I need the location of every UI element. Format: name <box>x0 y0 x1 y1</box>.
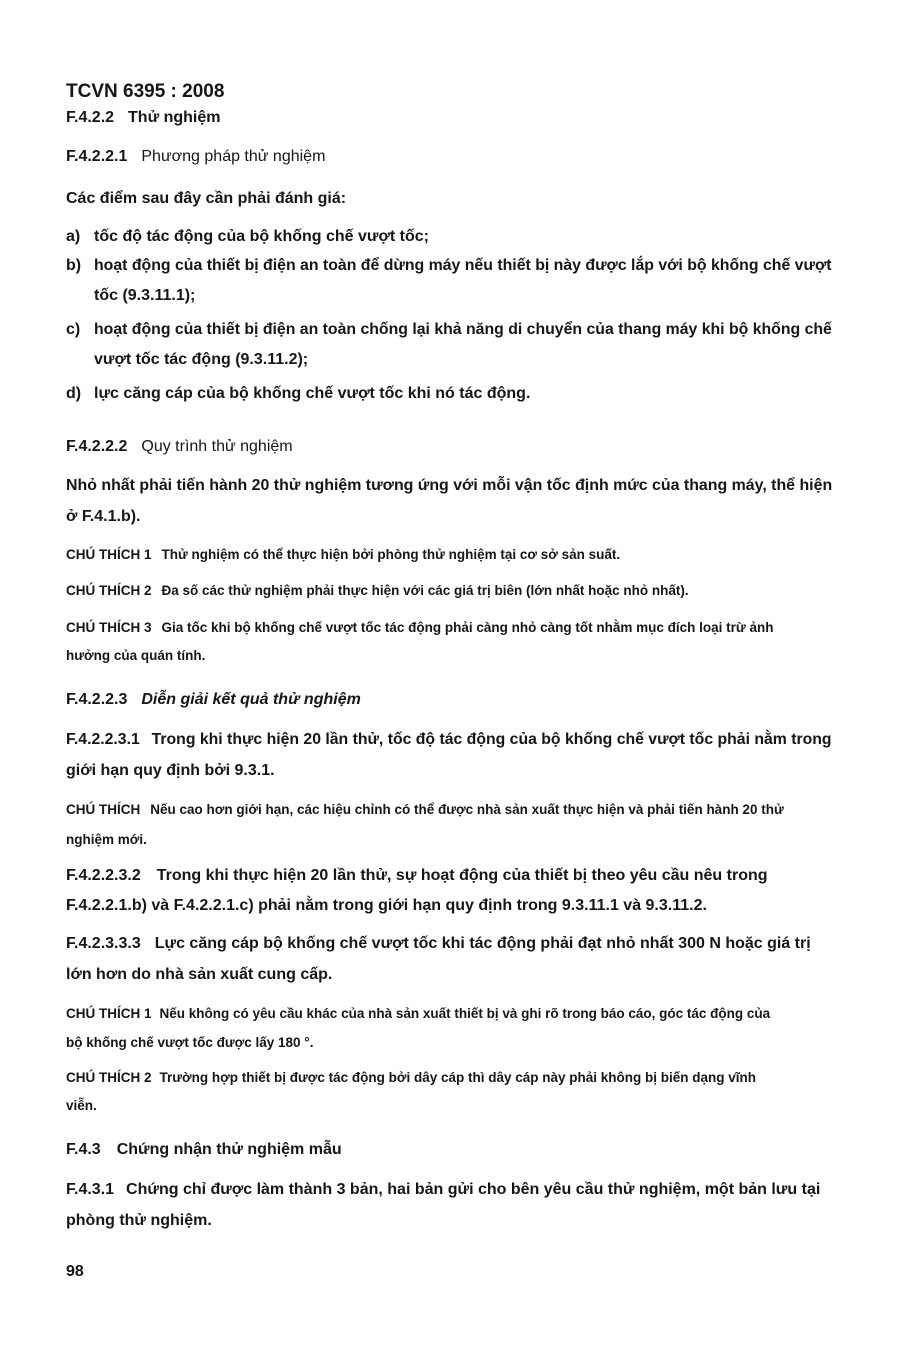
note-text: Trường hợp thiết bị được tác động bởi dây cáp thì dây cáp này phải không bị biến dạng vĩnh <box>159 1070 757 1085</box>
note-text: Gia tốc khi bộ khống chế vượt tốc tác động phải càng nhỏ càng tốt nhằm mục đích loại trừ ảnh <box>161 620 774 635</box>
section-number: F.4.2.2.1 <box>66 148 128 165</box>
paragraph-text: giới hạn quy định bởi 9.3.1. <box>66 762 275 779</box>
list-marker: d) <box>66 385 82 402</box>
note-label: CHÚ THÍCH <box>66 802 141 817</box>
section-number: F.4.2.3.3.3 <box>66 935 141 952</box>
paragraph-line: Chứng chỉ được làm thành 3 bản, hai bản gửi cho bên yêu cầu thử nghiệm, một bản lưu tại <box>126 1181 821 1198</box>
section-title: Phương pháp thử nghiệm <box>141 148 326 165</box>
paragraph-line: Trong khi thực hiện 20 lần thử, sự hoạt động của thiết bị theo yêu cầu nêu trong <box>156 867 768 884</box>
note <box>66 618 773 638</box>
intro-text: Các điểm sau đây cần phải đánh giá: <box>66 190 347 207</box>
paragraph-text: ở F.4.1.b). <box>66 508 141 525</box>
section-number: F.4.2.2.3 <box>66 691 128 708</box>
section-title: Quy trình thử nghiệm <box>141 438 293 455</box>
section-title: Chứng nhận thử nghiệm mẫu <box>116 1141 342 1158</box>
list-marker: c) <box>66 321 81 338</box>
list-item-text: lực căng cáp của bộ khống chế vượt tốc khi nó tác động. <box>94 385 531 402</box>
paragraph-text <box>66 934 811 954</box>
note-label: CHÚ THÍCH 2 <box>66 583 152 598</box>
note <box>66 545 620 565</box>
note-text: hưởng của quán tính. <box>66 648 206 663</box>
list-item-text: hoạt động của thiết bị điện an toàn để dừng máy nếu thiết bị này được lắp với bộ khống chế vượt <box>94 257 832 274</box>
note-text: bộ khống chế vượt tốc được lấy 180 °. <box>66 1035 314 1050</box>
note-text: Nếu cao hơn giới hạn, các hiệu chỉnh có thể được nhà sản xuất thực hiện và phải tiến hành 20 thử <box>150 802 784 817</box>
paragraph-line: Trong khi thực hiện 20 lần thử, tốc độ tác động của bộ khống chế vượt tốc phải nằm trong <box>151 731 832 748</box>
list-marker: a) <box>66 228 81 245</box>
note-label: CHÚ THÍCH 1 <box>66 547 152 562</box>
section-number: F.4.2.2.3.1 <box>66 731 140 748</box>
paragraph-text: phòng thử nghiệm. <box>66 1212 212 1229</box>
paragraph-text <box>66 1180 820 1200</box>
note <box>66 581 689 601</box>
paragraph-text <box>66 866 768 886</box>
standard-header: TCVN 6395 : 2008 <box>66 81 225 102</box>
list-item-text: tốc độ tác động của bộ khống chế vượt tốc; <box>94 228 429 245</box>
section-number: F.4.3.1 <box>66 1181 115 1198</box>
section-number: F.4.2.2.2 <box>66 438 128 455</box>
note-text: Nếu không có yêu cầu khác của nhà sản xuất thiết bị và ghi rõ trong báo cáo, góc tác động của <box>159 1006 771 1021</box>
paragraph-text: F.4.2.2.1.b) và F.4.2.2.1.c) phải nằm trong giới hạn quy định trong 9.3.11.1 và 9.3.11.2. <box>66 897 707 914</box>
section-title: Diễn giải kết quả thử nghiệm <box>141 691 361 708</box>
note-text: nghiệm mới. <box>66 832 147 847</box>
section-number: F.4.2.2.3.2 <box>66 867 141 884</box>
paragraph-text: lớn hơn do nhà sản xuất cung cấp. <box>66 966 333 983</box>
note <box>66 800 784 820</box>
note <box>66 1004 770 1024</box>
subsection-heading <box>66 690 361 710</box>
note-text: Thử nghiệm có thể thực hiện bởi phòng thử nghiệm tại cơ sở sản suất. <box>161 547 621 562</box>
note-label: CHÚ THÍCH 2 <box>66 1070 152 1085</box>
page-number: 98 <box>66 1263 84 1280</box>
list-marker: b) <box>66 257 82 274</box>
list-item-text: tốc (9.3.11.1); <box>94 287 196 304</box>
subsection-heading <box>66 147 325 167</box>
paragraph-text <box>66 730 832 750</box>
note <box>66 1068 756 1088</box>
list-item-text: hoạt động của thiết bị điện an toàn chống lại khả năng di chuyển của thang máy khi bộ khống chế <box>94 321 832 338</box>
paragraph-line: Lực căng cáp bộ khống chế vượt tốc khi tác động phải đạt nhỏ nhất 300 N hoặc giá trị <box>154 935 811 952</box>
list-item-text: vượt tốc tác động (9.3.11.2); <box>94 351 309 368</box>
section-heading <box>66 108 221 128</box>
section-number: F.4.2.2 <box>66 109 115 126</box>
section-heading <box>66 1140 342 1160</box>
section-title: Thử nghiệm <box>128 109 221 126</box>
note-label: CHÚ THÍCH 1 <box>66 1006 152 1021</box>
subsection-heading <box>66 437 293 457</box>
note-text: Đa số các thử nghiệm phải thực hiện với các giá trị biên (lớn nhất hoặc nhỏ nhất). <box>161 583 689 598</box>
note-text: viễn. <box>66 1098 97 1113</box>
section-number: F.4.3 <box>66 1141 101 1158</box>
paragraph-text: Nhỏ nhất phải tiến hành 20 thử nghiệm tương ứng với mỗi vận tốc định mức của thang máy, thể hiện <box>66 477 833 494</box>
note-label: CHÚ THÍCH 3 <box>66 620 152 635</box>
